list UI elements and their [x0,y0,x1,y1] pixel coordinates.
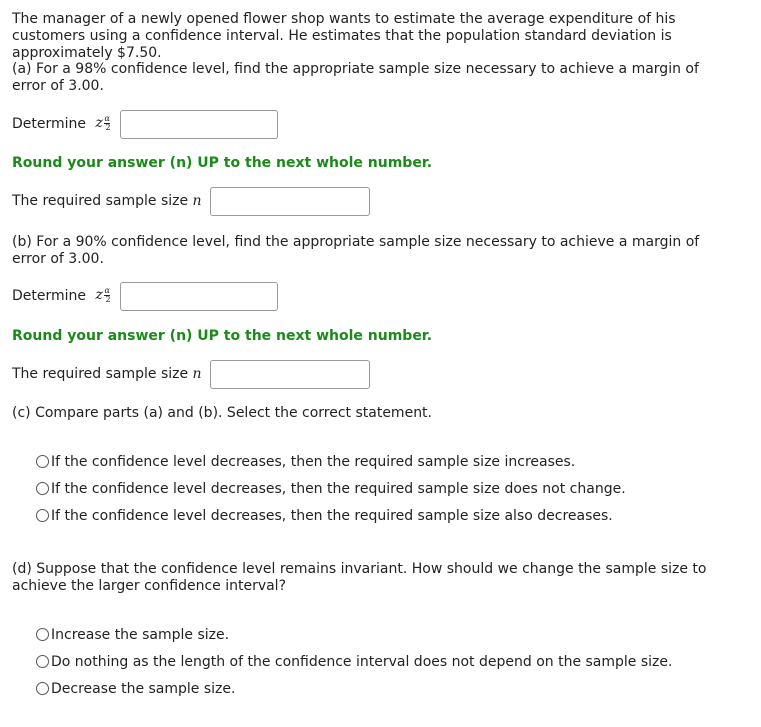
part-a-n-symbol: n [192,193,202,209]
part-c-question: (c) Compare parts (a) and (b). Select the correct statement. [12,405,432,421]
part-c-option-2[interactable] [36,479,626,499]
radio-button[interactable] [36,509,49,522]
part-a-sample-size-row [12,190,221,212]
part-b-round-note: Round your answer (n) UP to the next whole number. [12,328,433,344]
part-a-question: (a) For a 98% confidence level, find the appropriate sample size necessary to achieve a margin of error of 3.00. [12,61,699,94]
part-a-z-input[interactable] [120,110,278,139]
part-a-sample-size-label: The required sample size [12,193,189,209]
problem-intro: The manager of a newly opened flower shop wants to estimate the average expenditure of his customers using a confidence interval. He estimates that the population standard deviation is approximately $7.50. [12,11,676,61]
part-b-sample-size-row [12,363,221,385]
part-c-option-3-label: If the confidence level decreases, then the required sample size also decreases. [51,508,613,524]
part-d-option-1[interactable] [36,625,229,645]
part-c-option-1-label: If the confidence level decreases, then the required sample size increases. [51,454,576,470]
radio-button[interactable] [36,455,49,468]
part-b-sample-size-input[interactable] [210,360,370,389]
part-c-option-2-label: If the confidence level decreases, then the required sample size does not change. [51,481,626,497]
part-a-z-alpha-over-2: z α 2 [95,114,111,132]
part-a-z-row [12,113,134,135]
part-a-round-note: Round your answer (n) UP to the next whole number. [12,155,433,171]
radio-button[interactable] [36,655,49,668]
part-d-option-3[interactable] [36,679,235,699]
part-b-z-row [12,285,134,307]
part-d-option-1-label: Increase the sample size. [51,627,230,643]
part-b-z-alpha-over-2: z α 2 [95,286,111,304]
part-b-determine-label: Determine [12,288,87,304]
part-d-option-3-label: Decrease the sample size. [51,681,236,697]
part-a-sample-size-input[interactable] [210,187,370,216]
radio-button[interactable] [36,482,49,495]
part-c-option-3[interactable] [36,506,613,526]
part-d-option-2[interactable] [36,652,672,672]
part-a-determine-label: Determine [12,116,87,132]
radio-button[interactable] [36,682,49,695]
part-d-option-2-label: Do nothing as the length of the confidence interval does not depend on the sample size. [51,654,673,670]
part-b-z-input[interactable] [120,282,278,311]
part-c-option-1[interactable] [36,452,575,472]
part-b-question: (b) For a 90% confidence level, find the appropriate sample size necessary to achieve a margin of error of 3.00. [12,234,700,267]
part-b-sample-size-label: The required sample size [12,366,189,382]
part-d-question: (d) Suppose that the confidence level remains invariant. How should we change the sample size to achieve the larger confidence interval? [12,561,707,594]
part-b-n-symbol: n [192,366,202,382]
radio-button[interactable] [36,628,49,641]
